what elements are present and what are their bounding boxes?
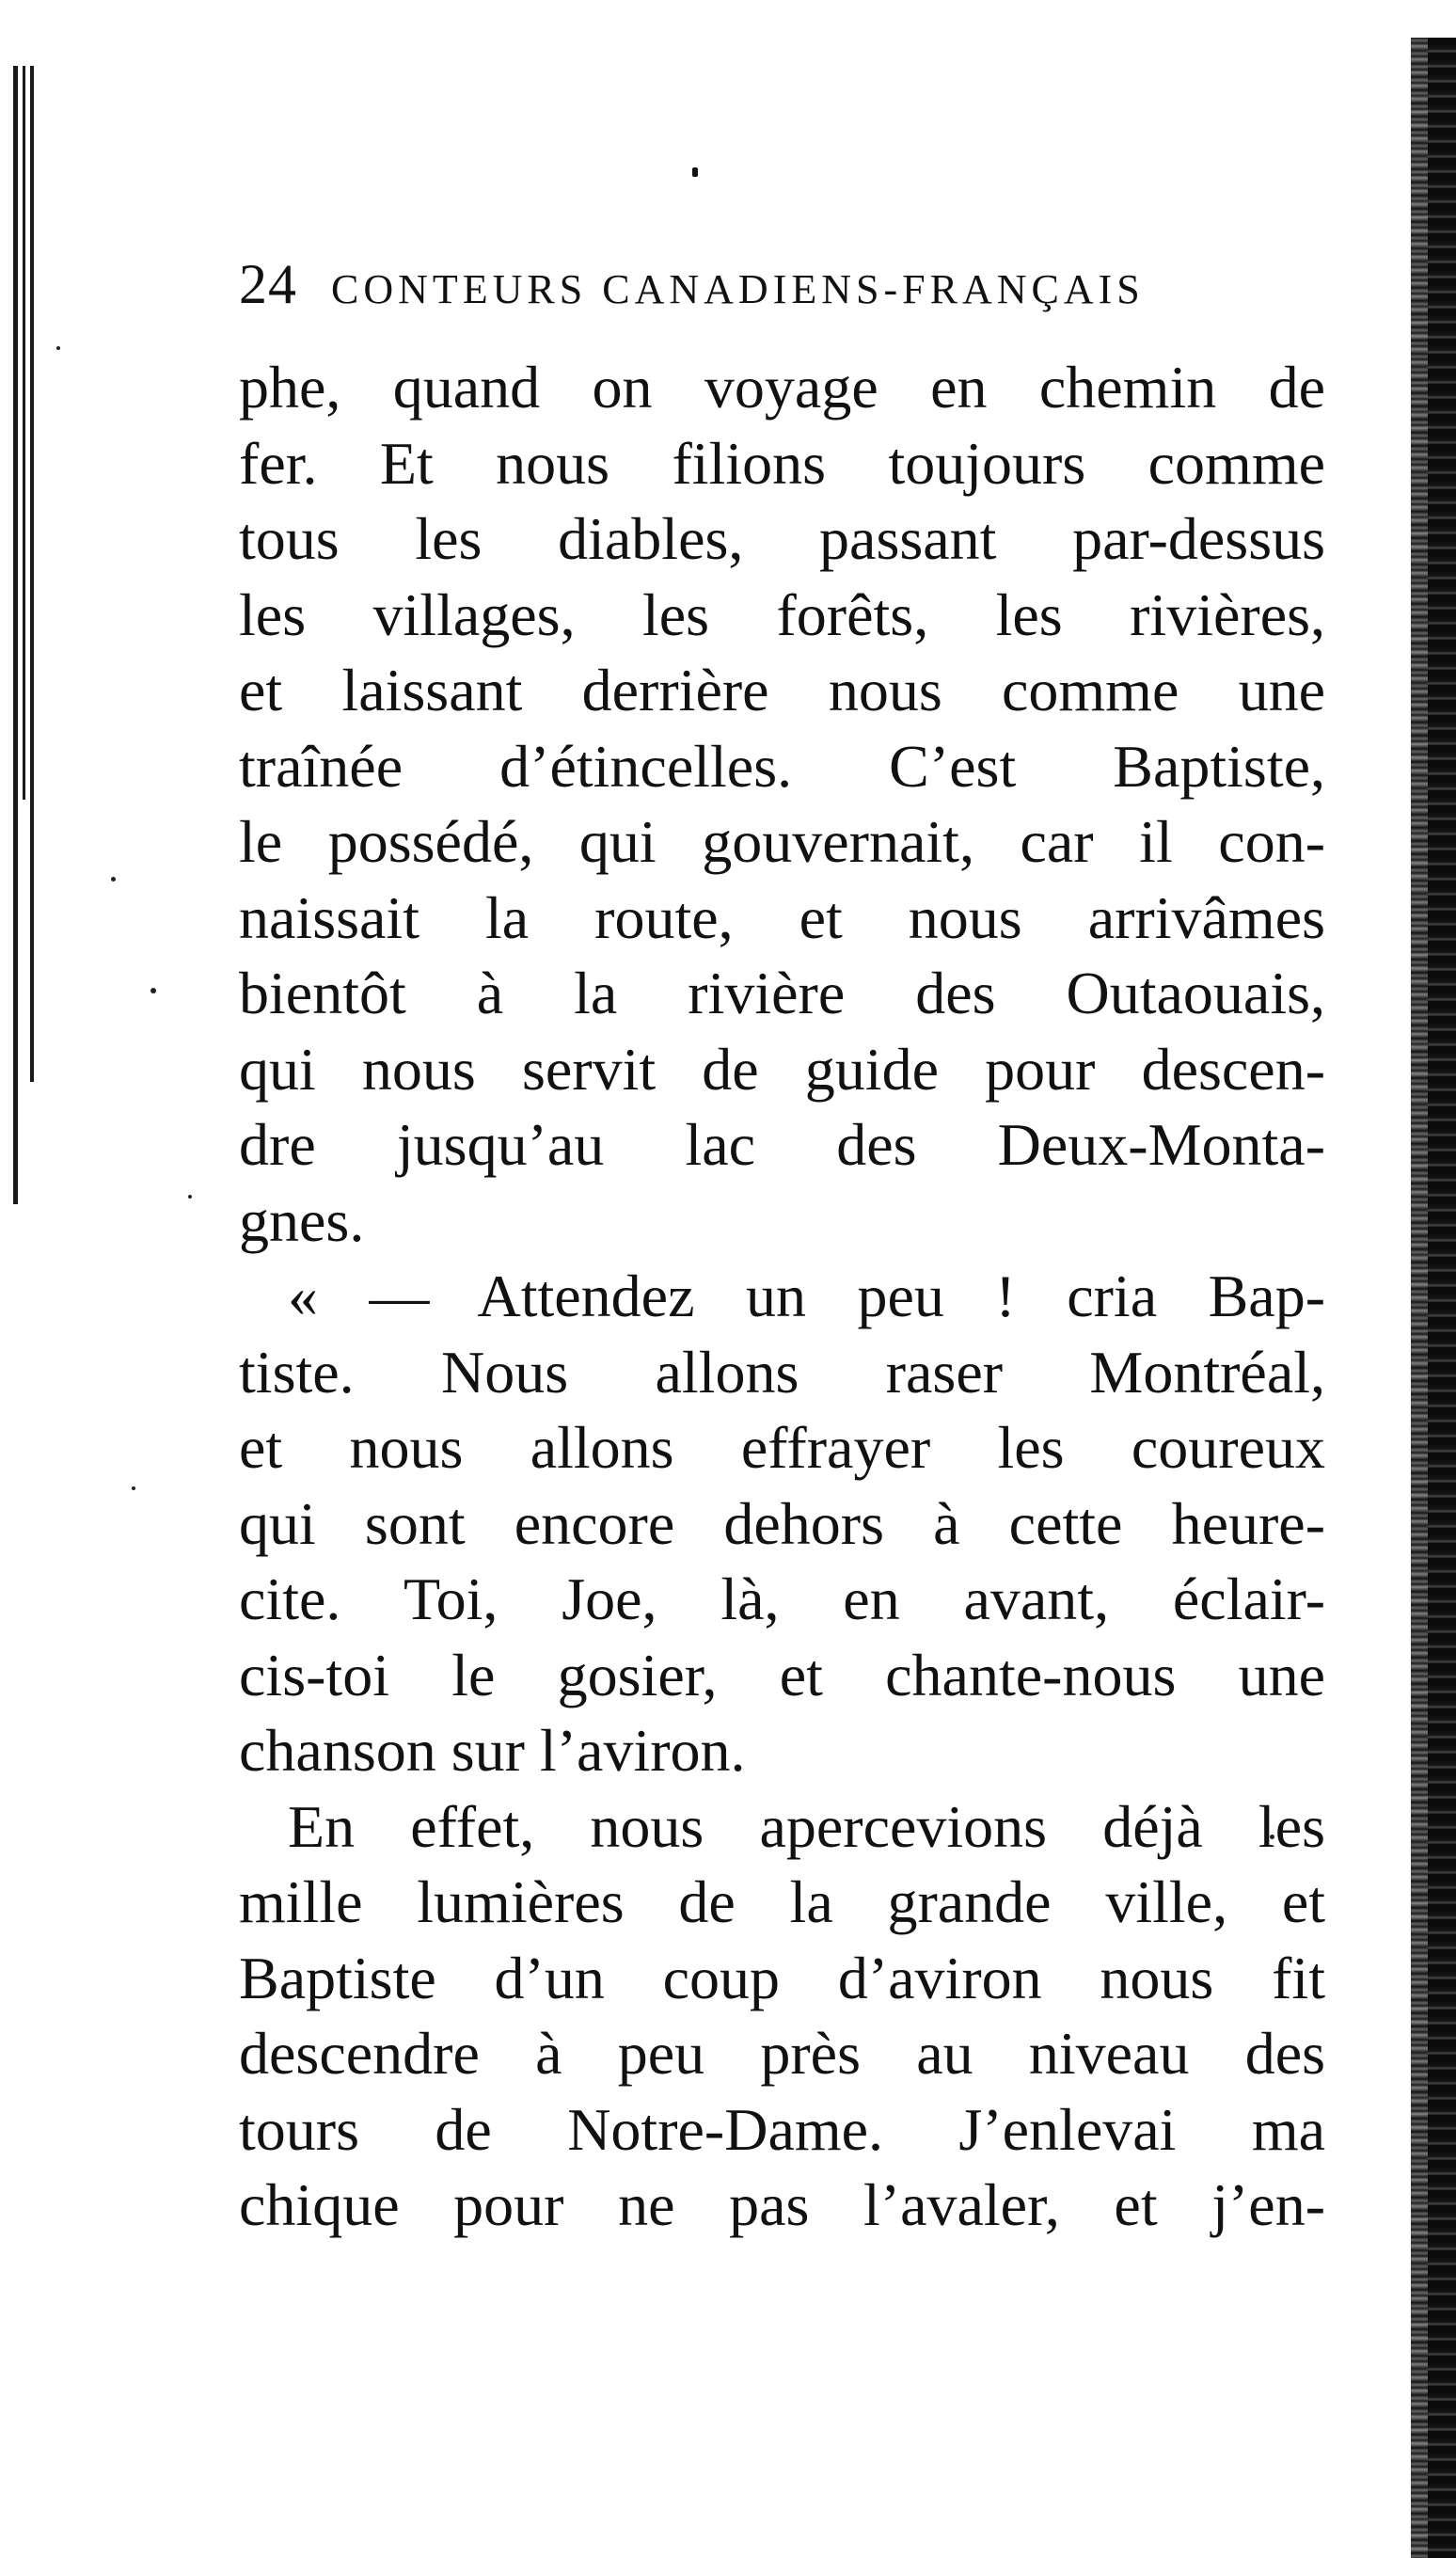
page-edge-shadow bbox=[1411, 38, 1456, 2558]
text-line: cis-toi le gosier, et chante-nous une bbox=[239, 1641, 1325, 1708]
text-line: En effet, nous apercevions déjà les bbox=[288, 1792, 1325, 1860]
scan-speck bbox=[132, 1486, 135, 1490]
text-line: Baptiste d’un coup d’aviron nous fit bbox=[239, 1944, 1325, 2011]
scan-speck bbox=[111, 877, 116, 882]
page-header bbox=[239, 252, 1325, 327]
text-line: et nous allons effrayer les coureux bbox=[239, 1414, 1325, 1481]
page-number: 24 bbox=[239, 253, 297, 315]
text-line: et laissant derrière nous comme une bbox=[239, 657, 1325, 723]
text-line: qui sont encore dehors à cette heure- bbox=[239, 1489, 1325, 1557]
text-line: cite. Toi, Joe, là, en avant, éclair- bbox=[239, 1565, 1325, 1632]
text-line: qui nous servit de guide pour descen- bbox=[239, 1035, 1325, 1103]
text-line: bientôt à la rivière des Outaouais, bbox=[239, 960, 1325, 1026]
text-line: gnes. bbox=[239, 1186, 365, 1254]
text-line: naissait la route, et nous arrivâmes bbox=[239, 883, 1325, 951]
text-line: phe, quand on voyage en chemin de bbox=[239, 354, 1325, 421]
scan-edge-line bbox=[13, 66, 18, 1204]
body-text bbox=[239, 350, 1325, 2244]
scan-speck bbox=[150, 988, 156, 993]
text-line: le possédé, qui gouvernait, car il con- bbox=[239, 808, 1325, 875]
text-line: chanson sur l’aviron. bbox=[239, 1717, 746, 1784]
scan-speck bbox=[692, 167, 698, 177]
text-line: dre jusqu’au lac des Deux-Monta- bbox=[239, 1111, 1325, 1178]
text-line: descendre à peu près au niveau des bbox=[239, 2020, 1325, 2087]
text-line: tiste. Nous allons raser Montréal, bbox=[239, 1338, 1325, 1406]
text-line: traînée d’étincelles. C’est Baptiste, bbox=[239, 732, 1325, 800]
running-title: CONTEURS CANADIENS-FRANÇAIS bbox=[331, 266, 1145, 312]
text-line: les villages, les forêts, les rivières, bbox=[239, 580, 1325, 648]
text-line: mille lumières de la grande ville, et bbox=[239, 1868, 1325, 1935]
scan-speck bbox=[188, 1195, 192, 1199]
text-line: tours de Notre-Dame. J’enlevai ma bbox=[239, 2095, 1325, 2163]
text-line: fer. Et nous filions toujours comme bbox=[239, 429, 1325, 497]
scan-edge-line bbox=[30, 66, 34, 1082]
text-line: chique pour ne pas l’avaler, et j’en- bbox=[239, 2171, 1325, 2238]
text-line: « — Attendez un peu ! cria Bap- bbox=[288, 1263, 1325, 1329]
scan-edge-line bbox=[23, 66, 25, 800]
text-line: tous les diables, passant par-dessus bbox=[239, 505, 1325, 572]
scan-speck bbox=[56, 346, 60, 350]
